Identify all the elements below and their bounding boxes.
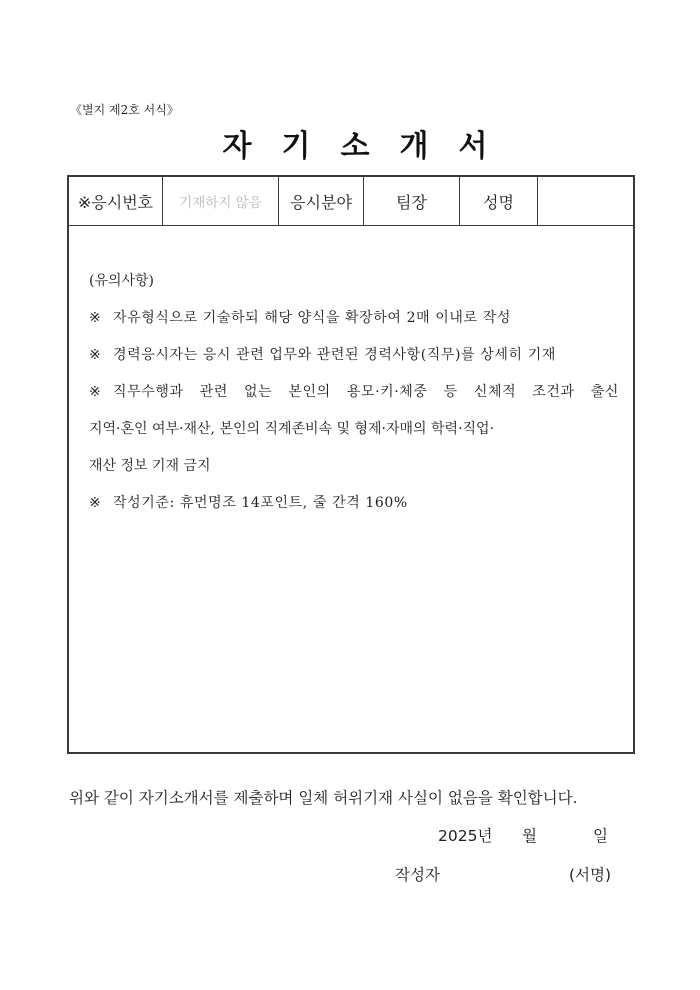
note-item xyxy=(89,374,619,411)
author-label: 작성자 xyxy=(395,866,440,884)
application-field-label: 응시분야 xyxy=(279,177,364,225)
self-introduction-form xyxy=(67,175,635,754)
applicant-info-row xyxy=(69,177,633,226)
reference-mark-icon: ※ xyxy=(89,347,101,363)
reference-mark-icon: ※ xyxy=(89,310,101,326)
applicant-number-field[interactable]: 기재하지 않음 xyxy=(163,177,279,225)
name-label: 성명 xyxy=(460,177,538,225)
note-text: 자유형식으로 기술하되 해당 양식을 확장하여 2매 이내로 작성 xyxy=(113,310,511,326)
applicant-number-label: ※응시번호 xyxy=(69,177,163,225)
note-item xyxy=(89,485,619,522)
form-reference: 《별지 제2호 서식》 xyxy=(70,103,179,117)
reference-mark-icon: ※ xyxy=(89,495,101,511)
application-field-value[interactable]: 팀장 xyxy=(364,177,460,225)
reference-mark-icon: ※ xyxy=(89,384,101,400)
signature-field[interactable]: (서명) xyxy=(569,866,612,884)
notes-heading: (유의사항) xyxy=(89,273,155,289)
notes-section xyxy=(89,263,619,522)
note-text-continued: 재산 정보 기재 금지 xyxy=(89,458,211,474)
confirmation-statement: 위와 같이 자기소개서를 제출하며 일체 허위기재 사실이 없음을 확인합니다. xyxy=(69,789,578,807)
page-title: 자기소개서 xyxy=(222,129,518,164)
note-item xyxy=(89,300,619,337)
note-text: 경력응시자는 응시 관련 업무와 관련된 경력사항(직무)를 상세히 기재 xyxy=(113,347,556,363)
note-item xyxy=(89,337,619,374)
date-day[interactable]: 일 xyxy=(593,827,608,845)
note-text: 작성기준: 휴먼명조 14포인트, 줄 간격 160% xyxy=(113,495,408,511)
date-year[interactable]: 2025년 xyxy=(438,827,493,845)
date-month[interactable]: 월 xyxy=(522,827,537,845)
note-text-continued: 지역·혼인 여부·재산, 본인의 직계존비속 및 형제·자매의 학력·직업· xyxy=(89,421,495,437)
name-field[interactable] xyxy=(538,177,633,225)
note-text: 직무수행과 관련 없는 본인의 용모·키·체중 등 신체적 조건과 출신 xyxy=(113,384,619,400)
